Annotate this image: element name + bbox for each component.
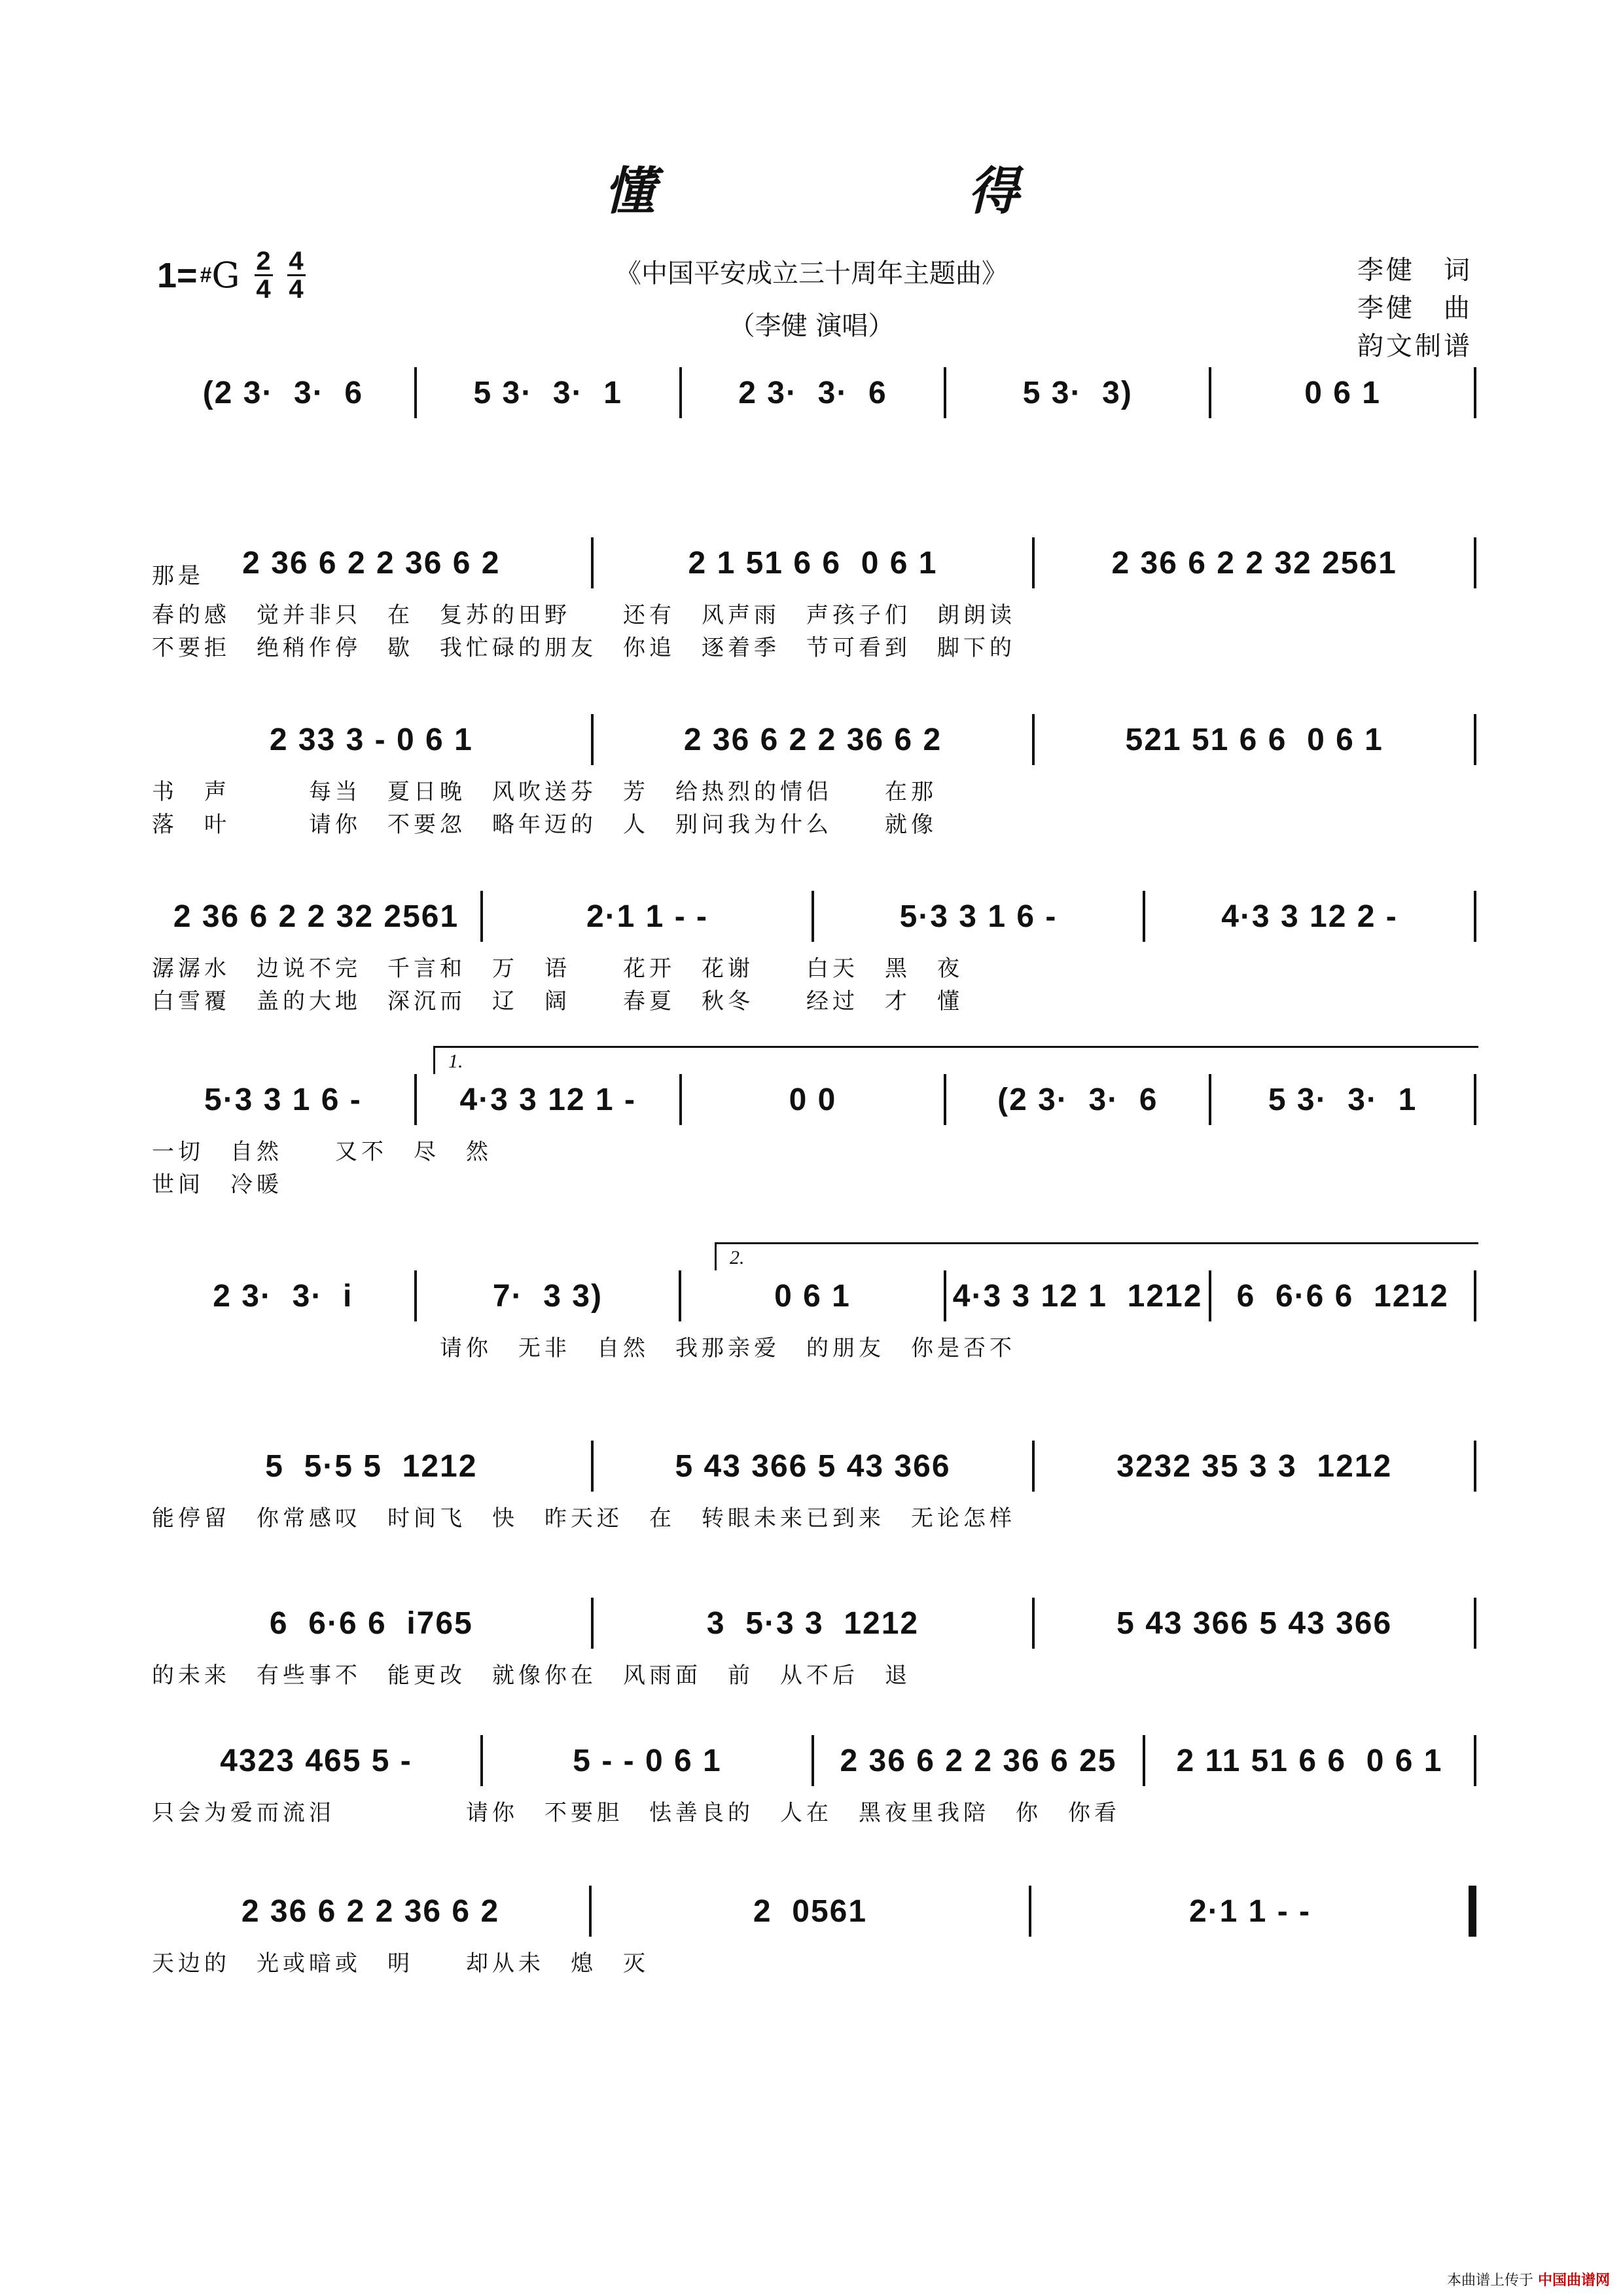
meter2-bottom: 4	[289, 275, 304, 304]
notation-row	[152, 367, 1476, 419]
lyric-text: 不要拒 绝稍作停 歇 我忙碌的朋友 你追 逐着季 节可看到 脚下的	[152, 635, 1016, 661]
end-barline	[1474, 1441, 1476, 1492]
measure: 2 36 6 2 2 32 2561	[173, 899, 459, 934]
score-system	[152, 1885, 1476, 2016]
score-system	[152, 1050, 1476, 1204]
footer-watermark	[1447, 2269, 1610, 2289]
score-system	[152, 1247, 1476, 1401]
measure: 2 3· 3· 6	[738, 375, 887, 410]
composer-credit: 李健 曲	[1357, 293, 1472, 323]
end-barline	[1474, 714, 1476, 765]
end-barline	[1474, 1074, 1476, 1125]
footer-text: 本曲谱上传于	[1446, 2272, 1533, 2289]
lyric-line	[152, 1945, 1476, 1977]
measure: 4323 465 5 -	[220, 1743, 412, 1778]
lyric-text: 世间 冷暖	[152, 1172, 283, 1198]
end-barline	[1474, 891, 1476, 942]
lyric-line	[152, 1330, 1476, 1362]
measure: 2 33 3 - 0 6 1	[269, 722, 473, 757]
lyric-text: 的未来 有些事不 能更改 就像你在 风雨面 前 从不后 退	[152, 1662, 911, 1689]
lyric-text: 那是	[152, 563, 204, 589]
measure: 2 36 6 2 2 36 6 25	[840, 1743, 1117, 1778]
lyric-text: 天边的 光或暗或 明 却从未 熄 灭	[152, 1950, 649, 1977]
measure: 2·1 1 - -	[586, 899, 709, 934]
measure: 0 6 1	[1304, 375, 1381, 410]
song-title: 懂 得	[603, 162, 1150, 221]
measure: 6 6·6 6 i765	[269, 1605, 473, 1641]
measure: 5 43 366 5 43 366	[675, 1448, 951, 1484]
notation-row	[152, 1440, 1476, 1492]
sharp-sign: #	[200, 263, 212, 287]
measure: 2 36 6 2 2 36 6 2	[242, 545, 501, 581]
measure: 6 6·6 6 1212	[1236, 1278, 1449, 1314]
measure: 2 36 6 2 2 32 2561	[1111, 545, 1397, 581]
measure: 5 3· 3· 1	[473, 375, 622, 410]
measure: 2 36 6 2 2 36 6 2	[683, 722, 942, 757]
measure: 5·3 3 1 6 -	[204, 1082, 362, 1117]
measure: (2 3· 3· 6	[997, 1082, 1158, 1117]
lyric-line	[152, 1795, 1476, 1827]
measure: 5·3 3 1 6 -	[899, 899, 1058, 934]
lyric-text: 书 声 每当 夏日晚 风吹送芬 芳 给热烈的情侣 在那	[152, 779, 937, 805]
meter1-bottom: 4	[256, 275, 271, 304]
measure: 2·1 1 - -	[1188, 1893, 1311, 1929]
notation-row	[152, 1734, 1476, 1787]
lyric-line	[152, 1166, 1476, 1198]
notation-row	[152, 890, 1476, 942]
notation-row	[152, 537, 1476, 589]
notation-row	[152, 1270, 1476, 1322]
lyric-text: 潺潺水 边说不完 千言和 万 语 花开 花谢 白天 黑 夜	[152, 956, 963, 982]
score-system	[152, 537, 1476, 668]
measure: 3232 35 3 3 1212	[1116, 1448, 1393, 1484]
measure: 5 3· 3· 1	[1268, 1082, 1418, 1117]
measure: 2 0561	[753, 1893, 868, 1929]
measure: 5 5·5 5 1212	[265, 1448, 478, 1484]
end-barline	[1474, 1735, 1476, 1786]
lyric-line	[152, 774, 1476, 806]
lyric-text: 白雪覆 盖的大地 深沉而 辽 阔 春夏 秋冬 经过 才 懂	[152, 988, 963, 1014]
end-barline	[1474, 1270, 1476, 1321]
lyric-line	[152, 983, 1476, 1015]
notation-row	[152, 1073, 1476, 1126]
end-barline	[1474, 367, 1476, 418]
lyricist-credit: 李健 词	[1357, 255, 1472, 285]
footer-brand: 中国曲谱网	[1537, 2272, 1610, 2289]
lyric-line	[152, 1657, 1476, 1689]
measure: 5 3· 3)	[1022, 375, 1133, 410]
measure: 4·3 3 12 1 -	[459, 1082, 636, 1117]
meter1-top: 2	[256, 247, 271, 276]
volta-number: 1.	[448, 1050, 463, 1072]
lyric-line	[152, 630, 1476, 662]
key-note: G	[211, 255, 240, 296]
lyric-text: 落 叶 请你 不要忽 略年迈的 人 别问我为什么 就像	[152, 812, 937, 838]
volta-bracket	[433, 1046, 1478, 1074]
measure: 0 0	[789, 1082, 837, 1117]
score-system	[152, 1440, 1476, 1571]
score-system	[152, 713, 1476, 844]
singer-note: （李健 演唱）	[728, 311, 895, 341]
measure: 3 5·3 3 1212	[706, 1605, 919, 1641]
credits	[1357, 251, 1472, 365]
subtitle: 《中国平安成立三十周年主题曲》	[615, 259, 1008, 289]
score-system	[152, 1597, 1476, 1728]
meter2-top: 4	[289, 247, 304, 276]
lyric-line	[152, 597, 1476, 629]
volta-number: 2.	[730, 1247, 745, 1268]
measure: 5 - - 0 6 1	[573, 1743, 722, 1778]
lyric-line	[152, 1500, 1476, 1532]
lyric-line	[152, 950, 1476, 982]
measure: 4·3 3 12 1 1212	[952, 1278, 1203, 1314]
lyric-text: 一切 自然 又不 尽 然	[152, 1139, 492, 1165]
measure: 5 43 366 5 43 366	[1116, 1605, 1393, 1641]
measure: 2 36 6 2 2 36 6 2	[241, 1893, 500, 1929]
lyric-text: 只会为爱而流泪 请你 不要胆 怯善良的 人在 黑夜里我陪 你 你看	[152, 1800, 1120, 1826]
volta-bracket	[715, 1242, 1478, 1270]
measure: 521 51 6 6 0 6 1	[1125, 722, 1383, 757]
lyric-text: 春的感 觉并非只 在 复苏的田野 还有 风声雨 声孩子们 朗朗读	[152, 602, 1016, 628]
lyric-line	[152, 1134, 1476, 1166]
lyric-text: 请你 无非 自然 我那亲爱 的朋友 你是否不	[152, 1335, 1016, 1361]
score-system	[152, 1734, 1476, 1865]
measure: 0 6 1	[774, 1278, 851, 1314]
notation-row	[152, 1597, 1476, 1649]
end-barline	[1474, 537, 1476, 588]
transcriber-credit: 韵文制谱	[1357, 331, 1472, 361]
measure: 2 1 51 6 6 0 6 1	[688, 545, 938, 581]
measure: 2 11 51 6 6 0 6 1	[1176, 1743, 1443, 1778]
lyric-line	[152, 806, 1476, 838]
end-barline	[1469, 1886, 1476, 1937]
notation-row	[152, 1885, 1476, 1937]
measure: 7· 3 3)	[492, 1278, 603, 1314]
score-system	[152, 890, 1476, 1021]
key-prefix: 1=	[157, 255, 198, 295]
notation-row	[152, 713, 1476, 766]
end-barline	[1474, 1598, 1476, 1649]
measure: 4·3 3 12 2 -	[1221, 899, 1398, 934]
lyric-text: 能停留 你常感叹 时间飞 快 昨天还 在 转眼未来已到来 无论怎样	[152, 1505, 1016, 1532]
measure: (2 3· 3· 6	[202, 375, 364, 410]
measure: 2 3· 3· i	[213, 1278, 353, 1314]
